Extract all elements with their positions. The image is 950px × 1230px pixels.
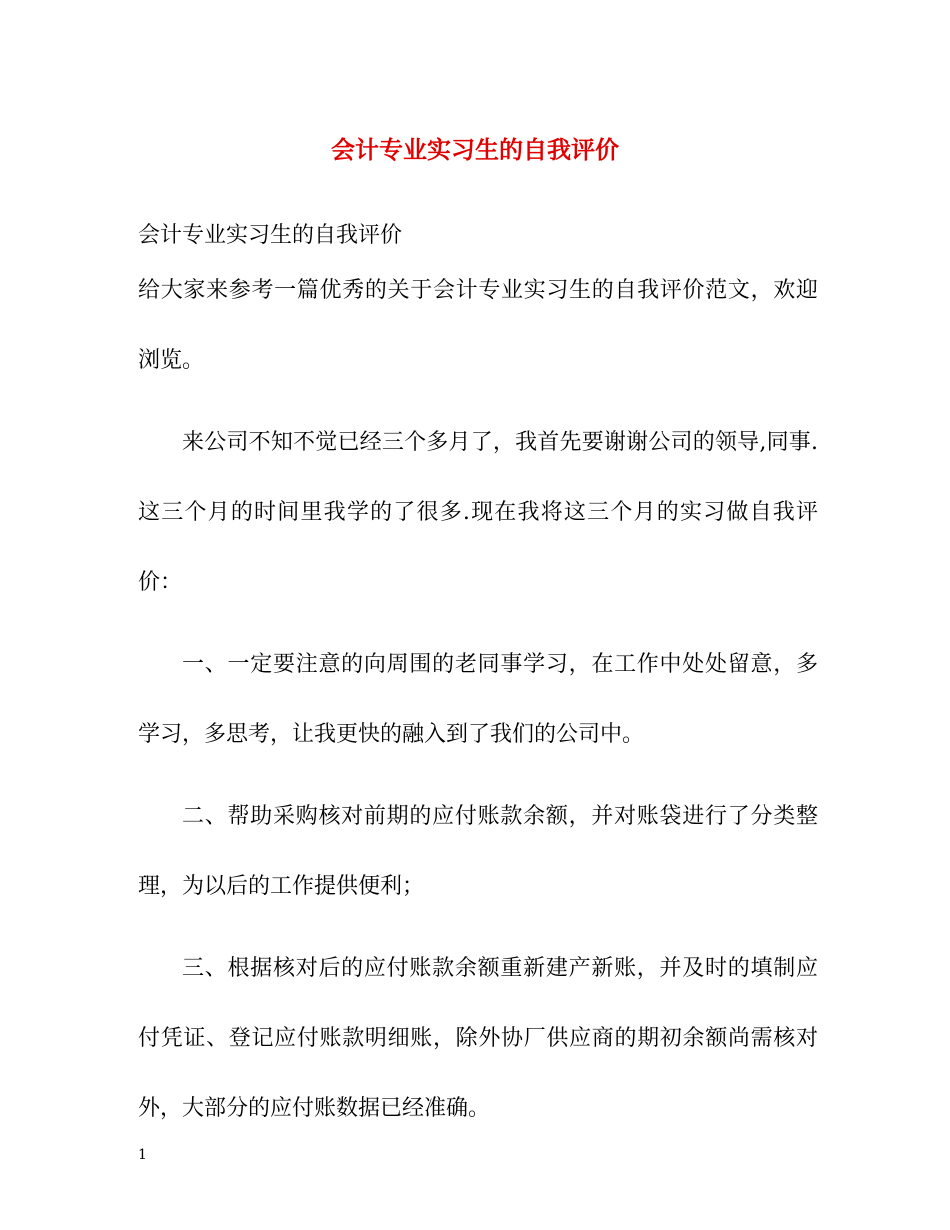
document-body	[138, 214, 818, 1170]
document-title: 会计专业实习生的自我评价	[331, 135, 619, 164]
body-paragraph-1: 来公司不知不觉已经三个多月了，我首先要谢谢公司的领导,同事.这三个月的时间里我学的了很多.现在我将这三个月的实习做自我评价：	[138, 430, 818, 595]
document-subtitle: 会计专业实习生的自我评价	[138, 223, 403, 248]
body-paragraph-2: 一、一定要注意的向周围的老同事学习，在工作中处处留意，多学习，多思考，让我更快的融入到了我们的公司中。	[138, 652, 818, 747]
body-paragraph-3: 二、帮助采购核对前期的应付账款余额，并对账袋进行了分类整理，为以后的工作提供便利；	[138, 804, 818, 899]
intro-paragraph: 给大家来参考一篇优秀的关于会计专业实习生的自我评价范文，欢迎浏览。	[138, 278, 818, 373]
page-number: 1	[138, 1147, 147, 1163]
body-paragraph-4: 三、根据核对后的应付账款余额重新建产新账，并及时的填制应付凭证、登记应付账款明细账，除外协厂供应商的期初余额尚需核对外，大部分的应付账数据已经准确。	[138, 956, 818, 1121]
